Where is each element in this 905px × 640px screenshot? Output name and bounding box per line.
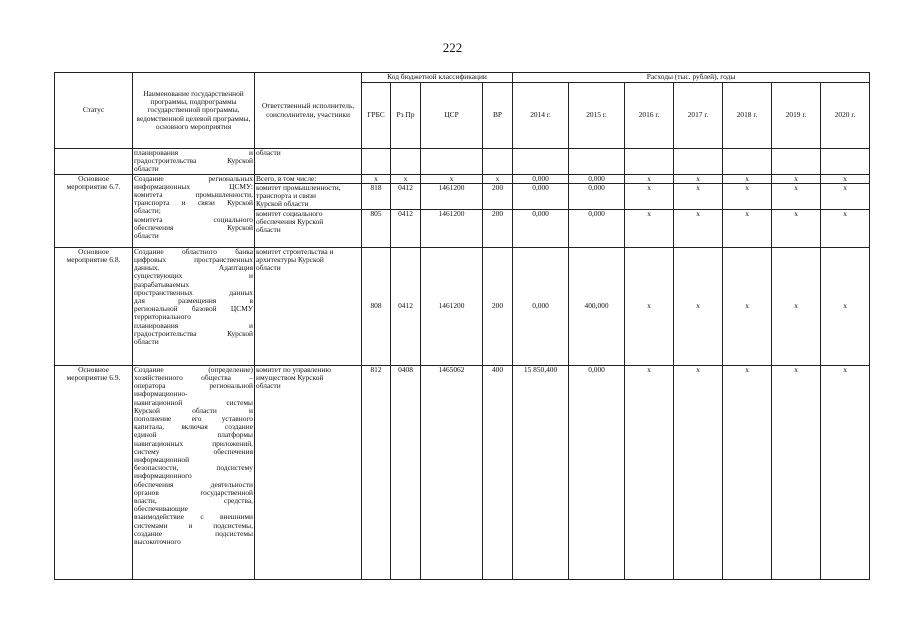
row-name: планирования и градостроительства Курской области <box>134 148 253 174</box>
cell-grbs: 818 <box>362 183 391 209</box>
cell-vr <box>483 149 513 175</box>
header-name: Наименование государственной программы, подпрограммы государственной программы, ведомственной целевой программы, основного мероприятия <box>133 73 255 149</box>
cell-2019 <box>772 149 821 175</box>
header-year-2017: 2017 г. <box>674 83 723 149</box>
cell-csr: 1465062 <box>421 365 483 579</box>
table-row <box>55 365 870 579</box>
row-status: Основное мероприятие 6.9. <box>55 365 133 579</box>
header-vr: ВР <box>483 83 513 149</box>
row-executor: комитет социального обеспечения Курской области <box>255 209 362 247</box>
cell-rzpr: 0408 <box>391 365 421 579</box>
page-number: 222 <box>442 40 463 55</box>
row-status <box>55 149 133 175</box>
row-executor: Всего, в том числе: <box>255 174 362 183</box>
cell-2018: х <box>723 209 772 247</box>
cell-rzpr: 0412 <box>391 247 421 365</box>
cell-rzpr: х <box>391 174 421 183</box>
cell-2016 <box>625 149 674 175</box>
row-name: Создание областного банка цифровых пространственных данных. Адаптация существующих и разрабатываемых пространственных данных для размещения в региональной базовой ЦСМУ территориального планирования и градостроительства Курской области <box>133 247 255 365</box>
cell-2014: 0,000 <box>513 174 569 183</box>
header-year-2018: 2018 г. <box>723 83 772 149</box>
table-row <box>55 247 870 365</box>
header-rzpr: Рз Пр <box>391 83 421 149</box>
header-executor: Ответственный исполнитель, соисполнители, участники <box>255 73 362 149</box>
cell-grbs: 812 <box>362 365 391 579</box>
cell-2017: х <box>674 174 723 183</box>
cell-csr <box>421 149 483 175</box>
cell-vr: 200 <box>483 247 513 365</box>
cell-2016: х <box>625 247 674 365</box>
cell-rzpr <box>391 149 421 175</box>
cell-2017: х <box>674 247 723 365</box>
row-executor: комитет строительства и архитектуры Курской области <box>255 247 362 365</box>
row-executor: области <box>255 149 362 175</box>
cell-2017: х <box>674 183 723 209</box>
cell-2020: х <box>821 209 870 247</box>
header-year-2020: 2020 г. <box>821 83 870 149</box>
cell-2014: 15 850,400 <box>513 365 569 579</box>
cell-csr: х <box>421 174 483 183</box>
cell-2020: х <box>821 365 870 579</box>
cell-grbs <box>362 149 391 175</box>
cell-rzpr: 0412 <box>391 209 421 247</box>
cell-2018: х <box>723 174 772 183</box>
cell-2014: 0,000 <box>513 183 569 209</box>
cell-2016: х <box>625 174 674 183</box>
cell-2015: 0,000 <box>569 365 625 579</box>
cell-vr: 200 <box>483 183 513 209</box>
cell-rzpr: 0412 <box>391 183 421 209</box>
cell-vr: 200 <box>483 209 513 247</box>
cell-2014 <box>513 149 569 175</box>
cell-2018: х <box>723 365 772 579</box>
row-name: Создание региональных информационных ЦСМУ: комитета промышленности, транспорта и связи Курской области; комитета социального обеспечения Курской области <box>133 174 255 247</box>
header-year-2019: 2019 г. <box>772 83 821 149</box>
header-csr: ЦСР <box>421 83 483 149</box>
cell-2020 <box>821 149 870 175</box>
cell-2018 <box>723 149 772 175</box>
cell-2016: х <box>625 209 674 247</box>
cell-2016: х <box>625 365 674 579</box>
cell-2017 <box>674 149 723 175</box>
header-budget-code-group: Код бюджетной классификации <box>362 73 513 83</box>
header-year-2015: 2015 г. <box>569 83 625 149</box>
cell-2015 <box>569 149 625 175</box>
budget-table <box>54 72 870 580</box>
cell-2019: х <box>772 183 821 209</box>
cell-2020: х <box>821 247 870 365</box>
cell-grbs: 808 <box>362 247 391 365</box>
row-status: Основное мероприятие 6.7. <box>55 174 133 247</box>
header-expenses-group: Расходы (тыс. рублей), годы <box>513 73 870 83</box>
row-status: Основное мероприятие 6.8. <box>55 247 133 365</box>
cell-2018: х <box>723 183 772 209</box>
cell-2019: х <box>772 209 821 247</box>
cell-grbs: х <box>362 174 391 183</box>
cell-vr: 400 <box>483 365 513 579</box>
cell-2019: х <box>772 365 821 579</box>
cell-2017: х <box>674 365 723 579</box>
header-status: Статус <box>55 73 133 149</box>
cell-2019: х <box>772 247 821 365</box>
cell-2016: х <box>625 183 674 209</box>
cell-vr: х <box>483 174 513 183</box>
row-executor: комитет промышленности, транспорта и связи Курской области <box>255 183 362 209</box>
cell-csr: 1461200 <box>421 209 483 247</box>
cell-2020: х <box>821 183 870 209</box>
cell-csr: 1461200 <box>421 183 483 209</box>
cell-2017: х <box>674 209 723 247</box>
header-year-2014: 2014 г. <box>513 83 569 149</box>
cell-grbs: 805 <box>362 209 391 247</box>
cell-2015: 0,000 <box>569 209 625 247</box>
header-year-2016: 2016 г. <box>625 83 674 149</box>
cell-2015: 0,000 <box>569 174 625 183</box>
table-row <box>55 149 870 175</box>
cell-2015: 400,000 <box>569 247 625 365</box>
row-executor: комитет по управлению имуществом Курской области <box>255 365 362 579</box>
cell-csr: 1461200 <box>421 247 483 365</box>
cell-2018: х <box>723 247 772 365</box>
row-name: Создание (определение) хозяйственного общества – оператора региональной информационно- навигационной системы Курской области и пополнение его уставного капитала, включая создание единой платформы навигационных приложений, систему обеспечения информационной безопасности, подсистему информационного обеспечения деятельности органов государственной власти, средства, обеспечивающие взаимодействие с внешними системами и подсистемы, создание подсистемы высокоточного <box>133 365 255 579</box>
header-grbs: ГРБС <box>362 83 391 149</box>
cell-2014: 0,000 <box>513 247 569 365</box>
cell-2015: 0,000 <box>569 183 625 209</box>
cell-2020: х <box>821 174 870 183</box>
cell-2014: 0,000 <box>513 209 569 247</box>
cell-2019: х <box>772 174 821 183</box>
table-row <box>55 174 870 183</box>
